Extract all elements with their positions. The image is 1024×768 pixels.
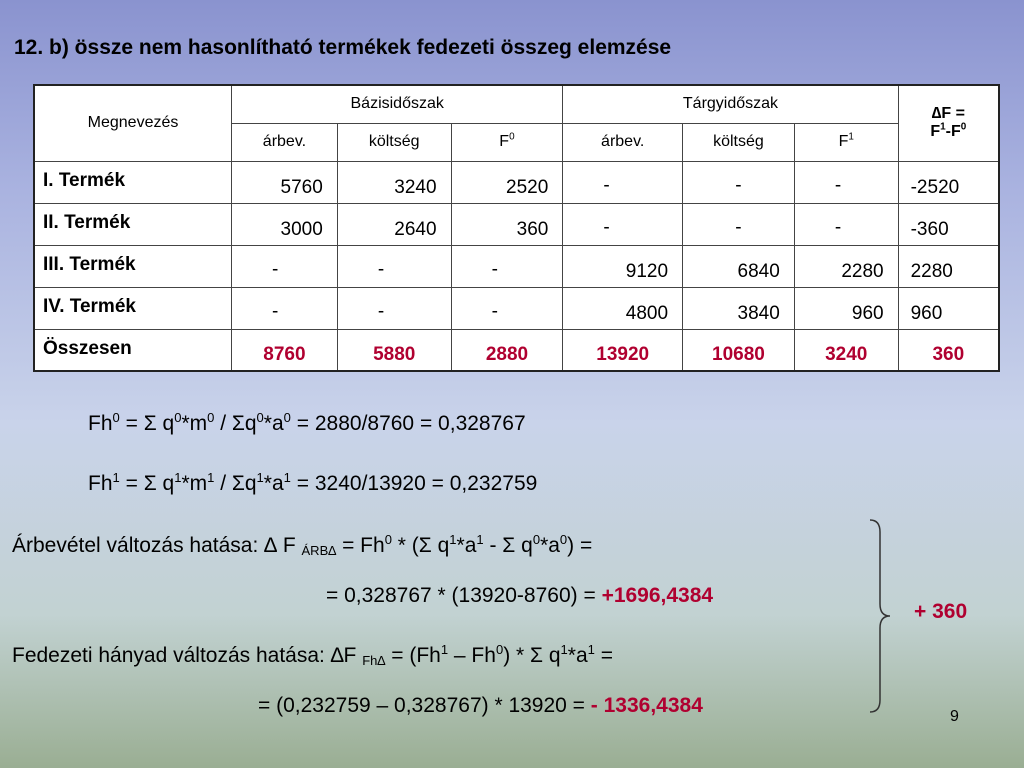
cell-target-f: - bbox=[794, 161, 898, 203]
cell-target-f: 2280 bbox=[794, 245, 898, 287]
revenue-effect-value: +1696,4384 bbox=[601, 584, 714, 607]
row-label: III. Termék bbox=[34, 245, 232, 287]
cell-target-revenue: 4800 bbox=[563, 287, 683, 329]
total-base-revenue: 8760 bbox=[232, 329, 338, 371]
cell-target-cost: 6840 bbox=[683, 245, 795, 287]
row-label: II. Termék bbox=[34, 203, 232, 245]
header-target-period: Tárgyidőszak bbox=[563, 85, 898, 123]
header-megnevezes: Megnevezés bbox=[34, 85, 232, 161]
cell-base-revenue: - bbox=[232, 287, 338, 329]
cell-base-cost: 3240 bbox=[337, 161, 451, 203]
delta-f-label: ∆F = bbox=[931, 105, 965, 123]
table-header-row bbox=[34, 85, 999, 123]
table-row bbox=[34, 161, 999, 203]
sub-target-cost: költség bbox=[683, 123, 795, 161]
cell-base-cost: 2640 bbox=[337, 203, 451, 245]
table-row bbox=[34, 245, 999, 287]
cell-target-f: 960 bbox=[794, 287, 898, 329]
sub-target-revenue: árbev. bbox=[563, 123, 683, 161]
sub-base-revenue: árbev. bbox=[232, 123, 338, 161]
cell-base-revenue: - bbox=[232, 245, 338, 287]
row-label: IV. Termék bbox=[34, 287, 232, 329]
cell-base-f: 360 bbox=[451, 203, 563, 245]
cell-delta: -360 bbox=[898, 203, 999, 245]
cell-base-f: - bbox=[451, 245, 563, 287]
table-row bbox=[34, 287, 999, 329]
row-label-total: Összesen bbox=[34, 329, 232, 371]
cell-base-revenue: 3000 bbox=[232, 203, 338, 245]
cell-delta: 960 bbox=[898, 287, 999, 329]
fh1-result: = 3240/13920 = 0,232759 bbox=[296, 472, 538, 495]
cell-target-revenue: - bbox=[563, 161, 683, 203]
row-label: I. Termék bbox=[34, 161, 232, 203]
total-effect: + 360 bbox=[914, 600, 968, 623]
total-delta: 360 bbox=[898, 329, 999, 371]
margin-effect-formula: Fedezeti hányad változás hatása: ∆F $_{Fh\Delta} = (Fh^1 - Fh^0) * \Sigma$ $q^1*a^1$ = bbox=[12, 642, 613, 669]
total-target-cost: 10680 bbox=[683, 329, 795, 371]
cell-delta: 2280 bbox=[898, 245, 999, 287]
header-delta-f bbox=[898, 85, 999, 161]
total-target-revenue: 13920 bbox=[563, 329, 683, 371]
table-row-total bbox=[34, 329, 999, 371]
sub-base-f0: $F^0$ bbox=[451, 123, 563, 161]
total-target-f: 3240 bbox=[794, 329, 898, 371]
data-table bbox=[33, 84, 1000, 372]
sub-base-cost: költség bbox=[337, 123, 451, 161]
cell-target-cost: - bbox=[683, 203, 795, 245]
revenue-effect-formula: Árbevétel változás hatása: ∆ F $_{ÁRB\Delta} = Fh^0 * (\Sigma$ $q^1*a^1$ - Σ $q^0*a^0$) = bbox=[12, 532, 593, 559]
revenue-effect-calc bbox=[326, 584, 713, 608]
fh1-formula: $Fh^1 = \Sigma$ $q^1*m^1 / \Sigma q^1*a^1 = 3240/13920 = 0,232759$ bbox=[88, 470, 538, 495]
margin-effect-calc-text: = (0,232759 – 0,328767) * 13920 = bbox=[258, 694, 585, 717]
margin-effect-value: - 1336,4384 bbox=[590, 694, 703, 717]
curly-brace-icon bbox=[864, 518, 894, 714]
delta-f-formula: $F^1-F^0$ bbox=[930, 121, 967, 141]
cell-target-cost: 3840 bbox=[683, 287, 795, 329]
cell-base-revenue: 5760 bbox=[232, 161, 338, 203]
margin-effect-calc bbox=[258, 694, 703, 718]
cell-target-revenue: - bbox=[563, 203, 683, 245]
margin-effect-label: Fedezeti hányad változás hatása: bbox=[12, 644, 325, 667]
cell-base-cost: - bbox=[337, 287, 451, 329]
cell-delta: -2520 bbox=[898, 161, 999, 203]
cell-target-f: - bbox=[794, 203, 898, 245]
revenue-effect-label: Árbevétel változás hatása: bbox=[12, 534, 259, 557]
page-number: 9 bbox=[950, 708, 959, 725]
cell-base-f: - bbox=[451, 287, 563, 329]
slide-title: 12. b) össze nem hasonlítható termékek fedezeti összeg elemzése bbox=[14, 36, 672, 59]
fh0-formula: $Fh^0 = \Sigma$ $q^0*m^0 / \Sigma q^0*a^0 = 2880/8760 = 0,328767$ bbox=[88, 410, 526, 435]
header-base-period: Bázisidőszak bbox=[232, 85, 563, 123]
cell-target-revenue: 9120 bbox=[563, 245, 683, 287]
revenue-effect-calc-text: = 0,328767 * (13920-8760) = bbox=[326, 584, 596, 607]
cell-base-cost: - bbox=[337, 245, 451, 287]
sub-target-f1: $F^1$ bbox=[794, 123, 898, 161]
cell-base-f: 2520 bbox=[451, 161, 563, 203]
total-base-cost: 5880 bbox=[337, 329, 451, 371]
cell-target-cost: - bbox=[683, 161, 795, 203]
total-base-f: 2880 bbox=[451, 329, 563, 371]
fh0-result: = 2880/8760 = 0,328767 bbox=[296, 412, 526, 435]
table-row bbox=[34, 203, 999, 245]
